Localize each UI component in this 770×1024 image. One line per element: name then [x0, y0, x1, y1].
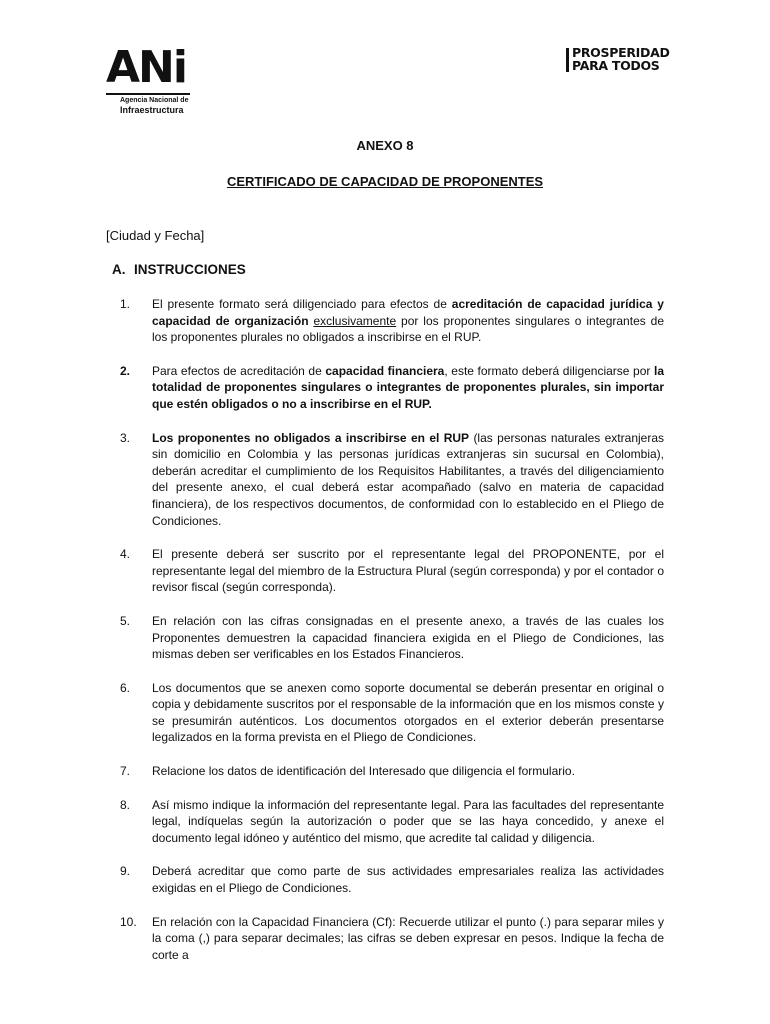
list-item-text [152, 680, 664, 746]
text-run: El presente formato será diligenciado para efectos de [152, 297, 452, 311]
text-run: En relación con la Capacidad Financiera (Cf): Recuerde utilizar el punto (.) para separar miles y la coma (,) para separar decimales; las cifras se deben expresar en pesos. Indique la fecha de corte a [152, 914, 664, 962]
flag-stripe [566, 48, 569, 72]
text-run: (las personas naturales extranjeras sin domicilio en Colombia y las personas jurídicas extranjeras sin sucursal en Colombia), deberán acreditar el cumplimiento de los Requisitos Habilitantes, a través del diligenciamiento del presente anexo, el cual deberá estar acompañado (salvo en materia de capacidad financiera), de los respectivos documentos, de conformidad con lo establecido en el Pliego de Condiciones. [152, 430, 664, 528]
text-run: En relación con las cifras consignadas en el presente anexo, a través de las cuales los Proponentes demuestren la capacidad financiera exigida en el Pliego de Condiciones, las mismas deben ser verificables en los Estados Financieros. [152, 613, 664, 662]
section-label: INSTRUCCIONES [134, 262, 246, 277]
list-item [120, 863, 664, 896]
list-item-number: 10. [120, 914, 137, 929]
list-item [120, 680, 664, 746]
list-item-number: 8. [120, 797, 131, 812]
ani-logo-subtitle: Agencia Nacional de [120, 97, 189, 104]
text-run: El presente deberá ser suscrito por el representante legal del PROPONENTE, por el representante legal del miembro de la Estructura Plural (según corresponda) y por el contador o revisor fiscal (según corresponda). [152, 547, 664, 595]
text-run: la totalidad de proponentes singulares o integrantes de proponentes plurales, sin importar que estén obligados o no a inscribirse en el RUP. [152, 363, 665, 411]
text-run: exclusivamente [313, 313, 397, 328]
list-item [120, 296, 664, 346]
text-run: Relacione los datos de identificación del Interesado que diligencia el formulario. [152, 764, 575, 779]
text-run: por los proponentes singulares o integrantes de los proponentes plurales no obligados a inscribirse en el RUP. [152, 313, 664, 345]
list-item-number: 2. [120, 363, 131, 378]
text-run: , este formato deberá diligenciarse por [444, 363, 654, 378]
list-item-text [152, 914, 664, 964]
text-run: Deberá acreditar que como parte de sus actividades empresariales realiza las actividades exigidas en el Pliego de Condiciones. [152, 864, 664, 896]
list-item [120, 797, 664, 847]
ani-logo-mark: ANi [106, 42, 186, 93]
list-item-number: 3. [120, 430, 131, 445]
text-run: Para efectos de acreditación de [152, 363, 326, 378]
list-item [120, 430, 664, 530]
list-item-number: 6. [120, 680, 131, 695]
ani-logo-divider [106, 93, 190, 95]
instructions-list [120, 296, 664, 963]
text-run: Los proponentes no obligados a inscribirse en el RUP [152, 430, 470, 445]
text-run: capacidad financiera [325, 363, 445, 378]
list-item-text [152, 296, 664, 346]
list-item-text [152, 763, 664, 780]
list-item-number: 1. [120, 297, 131, 311]
list-item [120, 546, 664, 596]
list-item-text [152, 546, 664, 596]
list-item-number: 9. [120, 864, 131, 879]
list-item-text [152, 797, 664, 847]
list-item [120, 763, 664, 780]
section-letter: A. [112, 262, 126, 277]
annex-title: ANEXO 8 [356, 138, 414, 153]
section-heading [112, 262, 246, 277]
list-item-text [152, 863, 664, 896]
list-item-number: 4. [120, 547, 131, 562]
list-item [120, 613, 664, 663]
text-run: Los documentos que se anexen como soporte documental se deberán presentar en original o copia y debidamente suscritos por el responsable de la información que en los mismos conste y se presumirán auténticos. Los documentos otorgados en el exterior deberán presentarse legalizados en la forma prevista en el Pliego de Condiciones. [152, 680, 664, 745]
list-item [120, 914, 664, 964]
ani-logo [106, 42, 198, 115]
text-run: Así mismo indique la información del representante legal. Para las facultades del representante legal, indíquelas según la autorización o poder que se las haya concedido, y anexe el documento legal idóneo y auténtico del mismo, que acredite tal calidad y diligencia. [152, 797, 664, 845]
list-item-number: 7. [120, 764, 131, 779]
list-item [120, 363, 664, 413]
prosperidad-line-2: PARA TODOS [572, 58, 660, 73]
list-item-number: 5. [120, 613, 131, 628]
city-date-placeholder: [Ciudad y Fecha] [106, 228, 205, 243]
prosperidad-logo [572, 46, 670, 72]
list-item-text [152, 363, 664, 413]
prosperidad-line-1: PROSPERIDAD [572, 45, 670, 60]
list-item-text [152, 430, 664, 530]
list-item-text [152, 613, 664, 663]
text-run: acreditación de capacidad jurídica y capacidad de organización [152, 297, 664, 328]
ani-logo-name: Infraestructura [120, 105, 184, 115]
document-subtitle: CERTIFICADO DE CAPACIDAD DE PROPONENTES [226, 174, 544, 189]
